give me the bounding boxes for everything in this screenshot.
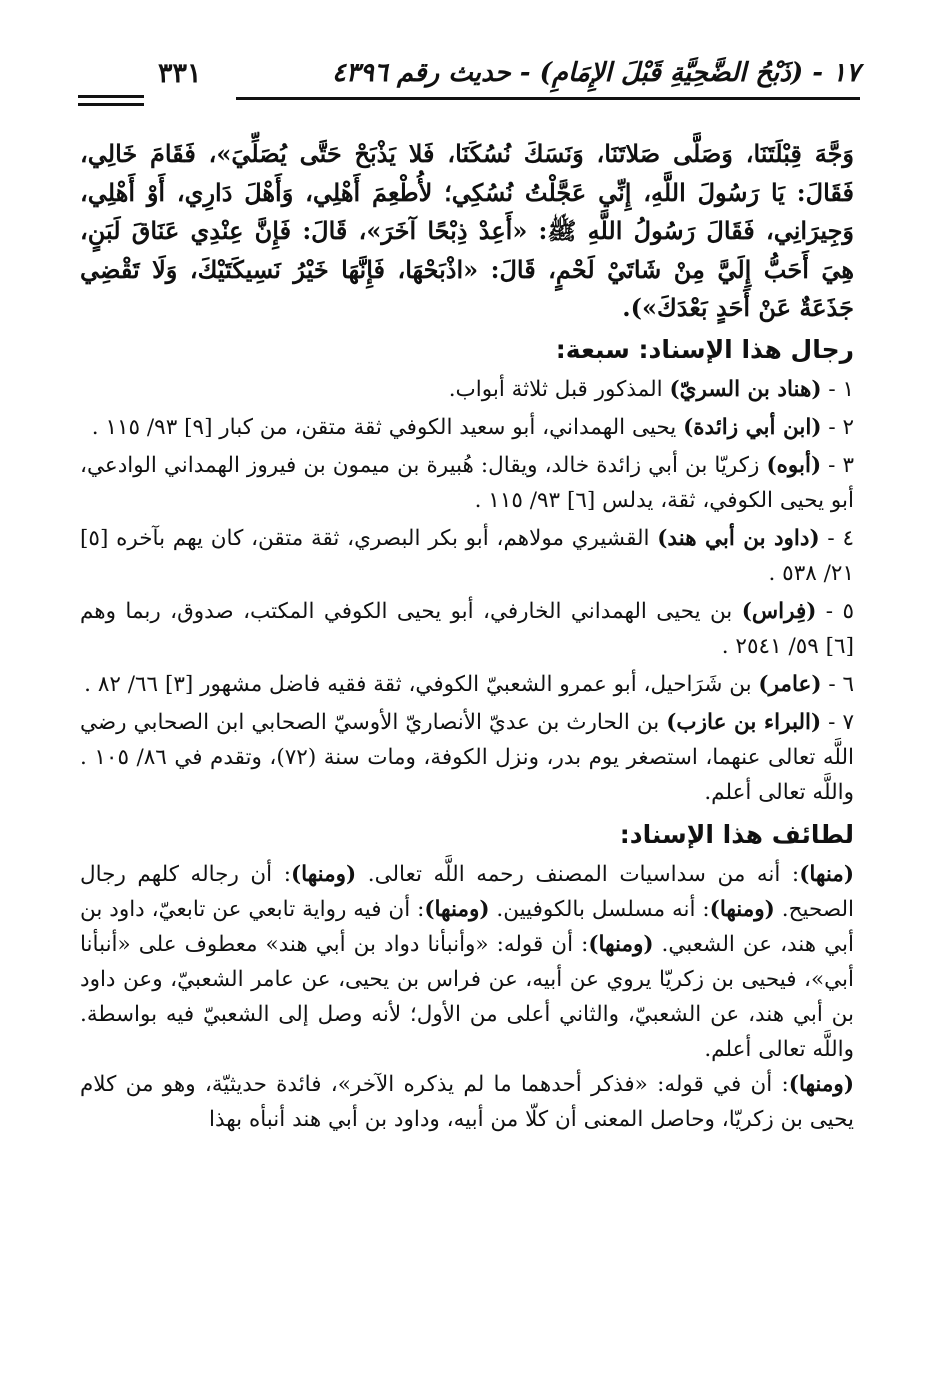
narrator-entry — [80, 667, 854, 702]
lataif-marker: (ومنها) — [588, 931, 654, 957]
narrator-name: (ابن أبي زائدة) — [683, 414, 822, 440]
lataif-text: : أن فيه رواية تابعي عن تابعيّ، داود بن أبي هند، عن الشعبي. — [80, 896, 855, 957]
lataif-text: : أنه مسلسل بالكوفيين. — [489, 896, 710, 922]
lataif-text: : أن قوله: «وأنبأنا دواد بن أبي هند» معطوف على «أنبأنا أبي»، فيحيى بن زكريّا يروي عن أبيه، عن فراس بن يحيى، عن عامر الشعبيّ، وعن داود بن أبي هند، عن الشعبيّ، والثاني أعلى من الأول؛ لأنه وصل إلى الشعبيّ فيه بواسطة. واللَّه تعالى أعلم. — [80, 931, 854, 1062]
narrator-description: بن شَرَاحيل، أبو عمرو الشعبيّ الكوفي، ثقة فقيه فاضل مشهور [٣] ٦٦/ ٨٢ . — [84, 671, 759, 697]
narrator-description: بن الحارث بن عديّ الأنصاريّ الأوسيّ الصحابي ابن الصحابي رضي اللَّه تعالى عنهما، استصغر يوم بدر، ونزل الكوفة، ومات سنة (٧٢)، وتقدم في ٨٦/ ١٠٥ . واللَّه تعالى أعلم. — [80, 709, 855, 805]
narrator-number: ٦ - — [821, 671, 854, 697]
narrator-number: ٣ - — [821, 452, 854, 478]
narrator-entry — [80, 410, 854, 445]
header-rule — [78, 103, 144, 106]
narrator-description: القشيري مولاهم، أبو بكر البصري، ثقة متقن، كان يهم بآخره [٥] ٢١/ ٥٣٨ . — [80, 525, 854, 586]
narrator-number: ٥ - — [816, 598, 855, 624]
running-title: ١٧ - (ذَبْحُ الضَّحِيَّةِ قَبْلَ الإِمَامِ) - حديث رقم ٤٣٩٦ — [331, 58, 860, 88]
lataif-marker: (ومنها) — [424, 896, 490, 922]
page-header — [78, 58, 860, 114]
narrator-name: (هناد بن السريّ) — [669, 376, 822, 402]
narrator-description: زكريّا بن أبي زائدة خالد، ويقال: هُبيرة بن ميمون بن فيروز الهمداني الوادعي، أبو يحيى الكوفي، ثقة، يدلس [٦] ٩٣/ ١١٥ . — [80, 452, 854, 513]
narrators-heading: رجال هذا الإسناد: سبعة: — [555, 334, 854, 364]
lataif-marker: (ومنها) — [709, 896, 775, 922]
narrator-name: (أبوه) — [766, 452, 822, 478]
lataif-marker: (ومنها) — [290, 861, 357, 887]
hadith-text: وَجَّهَ قِبْلَتَنَا، وَصَلَّى صَلاتَنَا، وَنَسَكَ نُسُكَنَا، فَلا يَذْبَحْ حَتَّى يُصَلِّيَ»، فَقَامَ خَالِي، فَقَالَ: يَا رَسُولَ اللَّهِ، إِنِّي عَجَّلْتُ نُسُكِي؛ لأُطْعِمَ أَهْلِي، وَأَهْلَ دَارِي، أَوْ أَهْلِي، وَجِيرَانِي، فَقَالَ رَسُولُ اللَّهِ ﷺ: «أَعِدْ ذِبْحًا آخَرَ»، قَالَ: فَإِنَّ عِنْدِي عَنَاقَ لَبَنٍ، هِيَ أَحَبُّ إِلَيَّ مِنْ شَاتَيْ لَحْمٍ، قَالَ: «اذْبَحْهَا، فَإِنَّهَا خَيْرُ نَسِيكَتَيْكَ، وَلَا تَقْضِي جَذَعَةٌ عَنْ أَحَدٍ بَعْدَكَ»). — [80, 139, 854, 322]
narrator-list — [80, 372, 854, 810]
narrator-name: (البراء بن عازب) — [666, 709, 822, 735]
narrator-number: ٤ - — [819, 525, 854, 551]
lataif-marker: (منها) — [799, 861, 854, 887]
lataif-text: : أن في قوله: «فذكر أحدهما ما لم يذكره الآخر»، فائدة حديثيّة، وهو من كلام يحيى بن زكريّا، وحاصل المعنى أن كلّا من أبيه، وداود بن أبي هند أنبأه بهذا — [80, 1071, 854, 1132]
narrator-entry — [80, 594, 854, 664]
header-rule — [236, 97, 860, 100]
lataif-paragraph — [80, 1067, 854, 1137]
narrator-entry — [80, 372, 854, 407]
page-body — [80, 135, 854, 1137]
header-rule — [78, 95, 144, 98]
narrator-name: (فِراس) — [741, 598, 817, 624]
page-number: ٣٣١ — [158, 58, 202, 89]
narrator-entry — [80, 448, 854, 518]
lataif-heading: لطائف هذا الإسناد: — [619, 819, 854, 849]
lataif-paragraph — [80, 857, 854, 1067]
lataif-marker: (ومنها) — [788, 1071, 854, 1097]
narrator-description: المذكور قبل ثلاثة أبواب. — [448, 376, 670, 402]
lataif-section — [80, 857, 854, 1137]
narrator-description: يحيى الهمداني، أبو سعيد الكوفي ثقة متقن، من كبار [٩] ٩٣/ ١١٥ . — [91, 414, 684, 440]
lataif-text: : أنه من سداسيات المصنف رحمه اللَّه تعالى. — [356, 861, 800, 887]
narrator-entry — [80, 705, 854, 810]
narrator-entry — [80, 521, 854, 591]
narrator-number: ٧ - — [821, 709, 854, 735]
narrator-number: ١ - — [821, 376, 854, 402]
narrator-name: (عامر) — [758, 671, 822, 697]
lataif-text: : أن رجاله كلهم رجال الصحيح. — [80, 861, 854, 922]
narrator-description: بن يحيى الهمداني الخارفي، أبو يحيى الكوفي المكتب، صدوق، ربما وهم [٦] ٥٩/ ٢٥٤١ . — [80, 598, 854, 659]
narrator-name: (داود بن أبي هند) — [657, 525, 820, 551]
narrator-number: ٢ - — [821, 414, 854, 440]
